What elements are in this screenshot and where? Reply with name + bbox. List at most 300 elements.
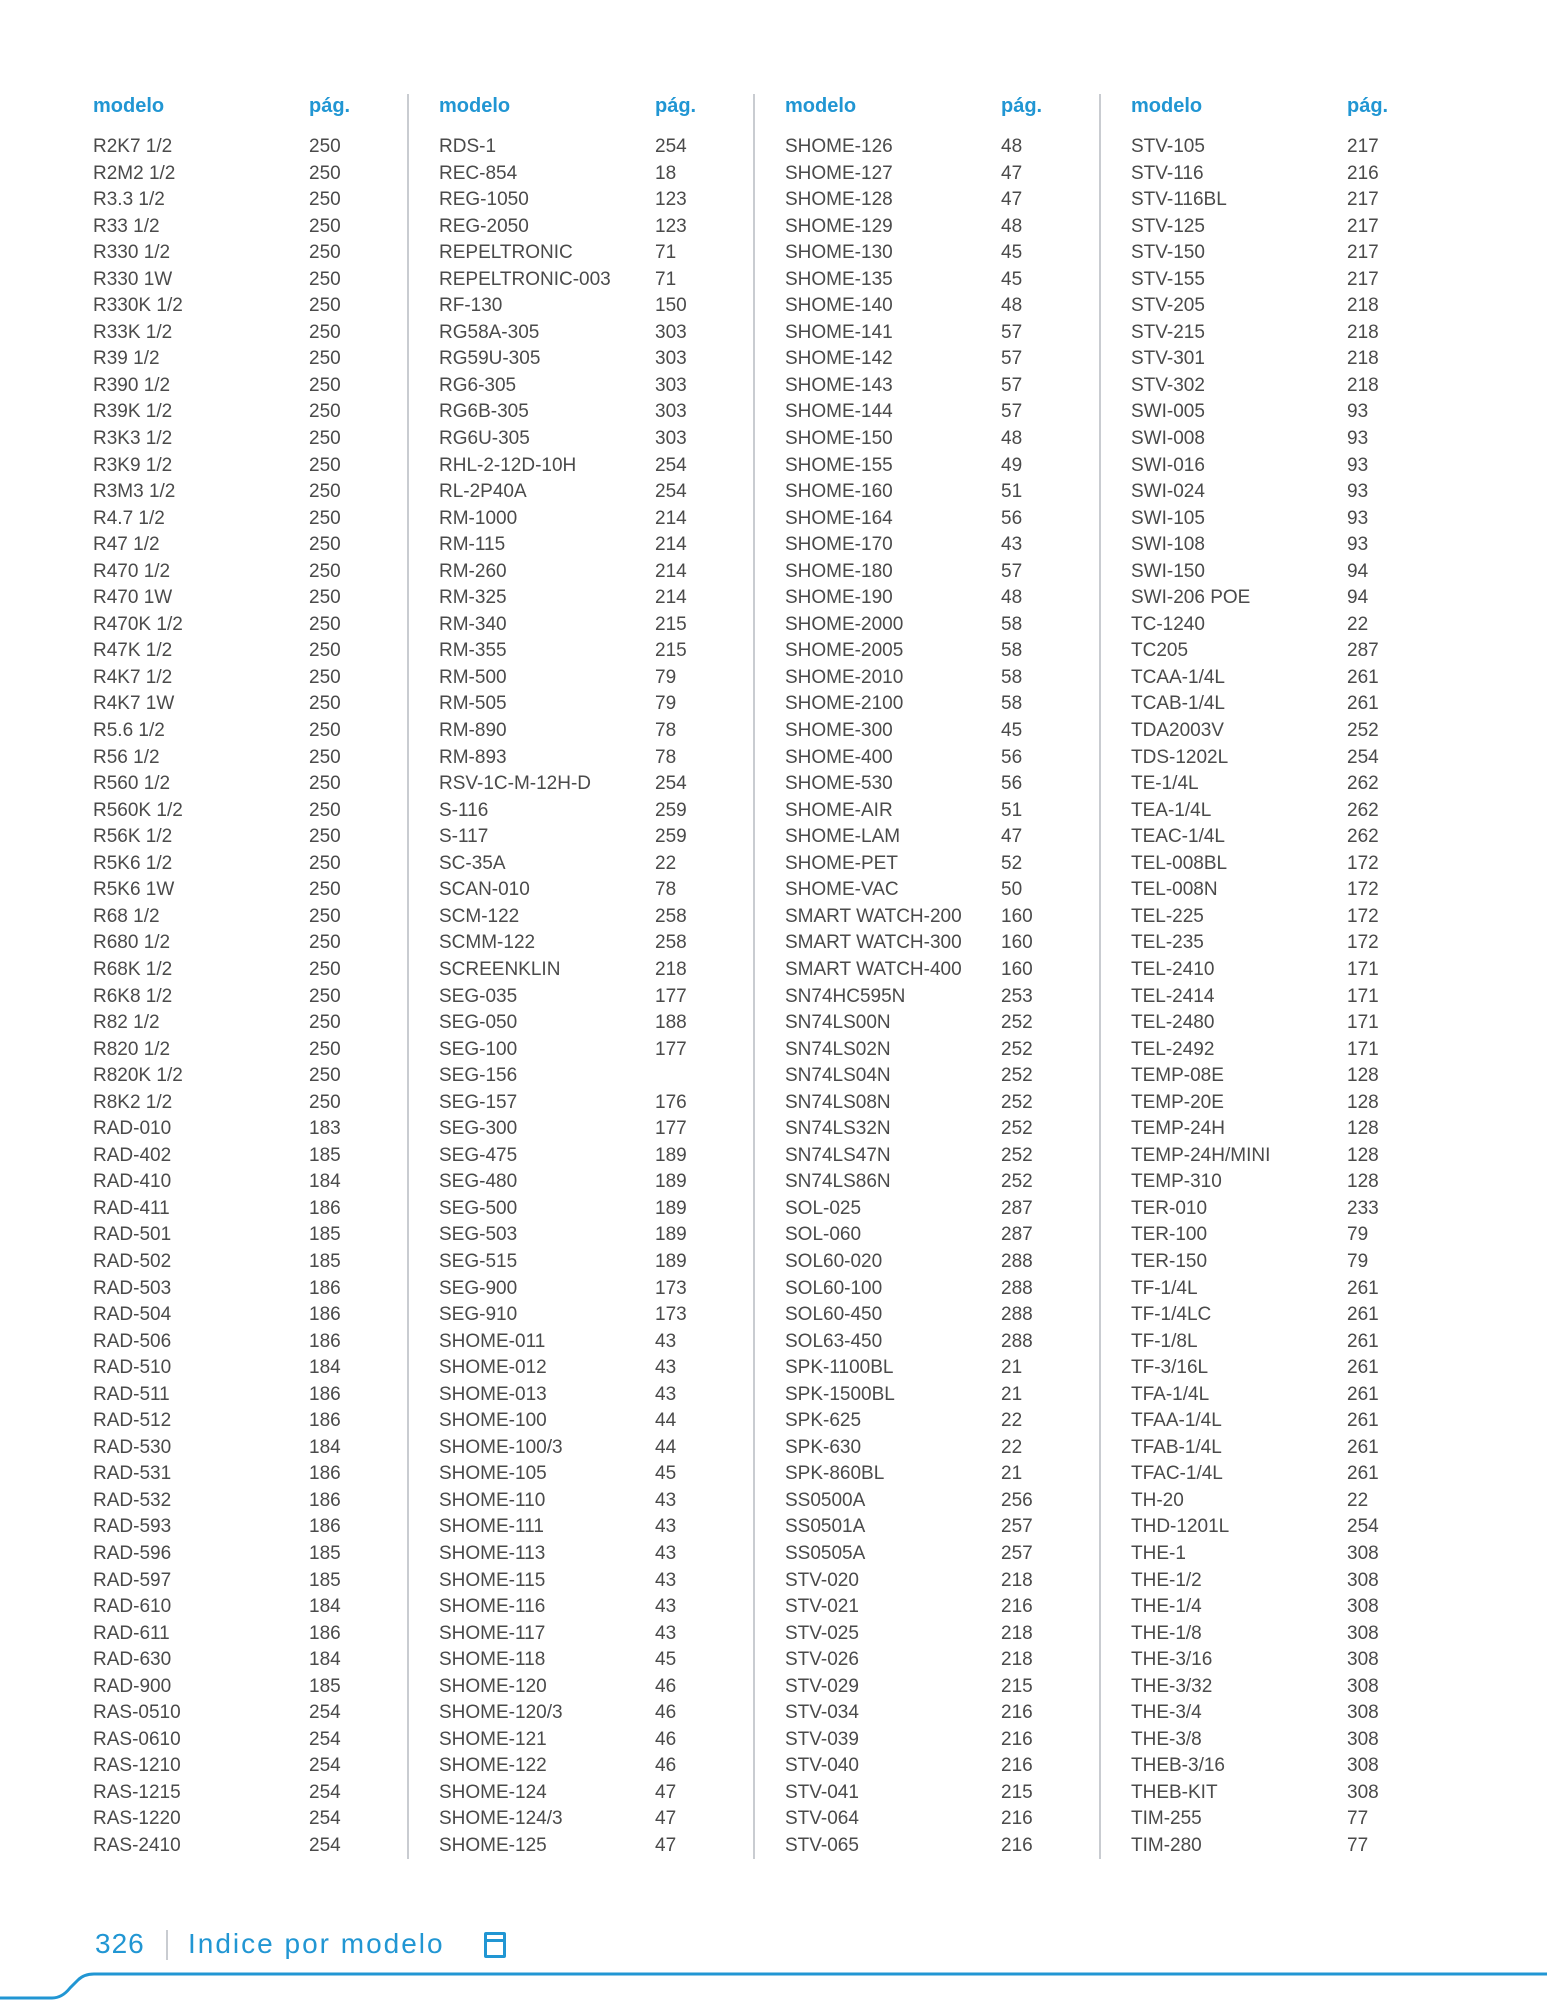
model-code: SN74LS86N [785,1171,891,1193]
row-list [785,134,1095,1860]
model-code: SEG-515 [439,1250,518,1272]
table-row [439,585,749,612]
page-ref: 173 [655,1277,687,1299]
page-ref: 250 [309,268,341,290]
table-row [93,1780,403,1807]
table-row [439,1090,749,1117]
model-code: TEL-2414 [1131,985,1215,1007]
table-row [93,1488,403,1515]
page-ref: 250 [309,1012,341,1034]
page-ref: 257 [1001,1542,1033,1564]
page-ref: 254 [655,773,687,795]
page-ref: 252 [1001,1171,1033,1193]
model-code: STV-039 [785,1728,859,1750]
page-ref: 261 [1347,1357,1379,1379]
table-row [439,1700,749,1727]
page-ref: 48 [1001,587,1023,609]
table-row [1131,771,1441,798]
table-row [439,267,749,294]
table-row [439,1010,749,1037]
page-ref: 250 [309,534,341,556]
table-row [785,1514,1095,1541]
page-header: pág. [1001,95,1043,117]
model-code: TF-1/4LC [1131,1304,1212,1326]
model-code: SS0501A [785,1516,866,1538]
page-ref: 43 [655,1596,677,1618]
model-code: TER-010 [1131,1197,1208,1219]
book-icon [484,1932,506,1958]
table-row [785,745,1095,772]
page-ref: 308 [1347,1569,1379,1591]
model-code: RAS-2410 [93,1835,181,1856]
table-row [93,1355,403,1382]
page-ref: 250 [309,985,341,1007]
page-ref: 217 [1347,242,1379,264]
model-code: STV-155 [1131,268,1205,290]
page-ref: 254 [655,481,687,503]
page-ref: 250 [309,162,341,184]
table-row [1131,214,1441,241]
page-ref: 254 [309,1781,341,1803]
model-code: SHOME-110 [439,1489,546,1511]
page-ref: 51 [1001,799,1023,821]
table-row [1131,851,1441,878]
page-ref: 258 [655,932,687,954]
model-code: SEG-910 [439,1304,518,1326]
table-row [439,638,749,665]
page-ref: 43 [1001,534,1023,556]
table-row [785,718,1095,745]
page-ref: 186 [309,1622,341,1644]
model-code: SS0505A [785,1542,866,1564]
model-code: RM-893 [439,746,507,768]
page-ref: 22 [655,852,677,874]
model-code: THE-3/8 [1131,1728,1202,1750]
table-row [1131,1382,1441,1409]
column-divider [1099,94,1101,1859]
page-ref: 252 [1001,1038,1033,1060]
table-row [439,479,749,506]
page-ref: 250 [309,613,341,635]
row-list [439,134,749,1860]
page-ref: 250 [309,852,341,874]
table-row [439,399,749,426]
model-code: TEL-235 [1131,932,1204,954]
model-code: RAS-0610 [93,1728,181,1750]
table-row [93,399,403,426]
model-code: R330 1/2 [93,242,171,264]
table-row [785,1276,1095,1303]
model-code: TEL-008BL [1131,852,1228,874]
page-ref: 287 [1001,1224,1033,1246]
model-code: THE-1/2 [1131,1569,1202,1591]
page-ref: 57 [1001,560,1023,582]
model-code: SHOME-PET [785,852,898,874]
page-ref: 308 [1347,1675,1379,1697]
model-code: RM-1000 [439,507,518,529]
table-row [1131,585,1441,612]
model-code: RAD-610 [93,1596,172,1618]
table-row [1131,1169,1441,1196]
page-ref: 185 [309,1675,341,1697]
table-row [785,851,1095,878]
page-ref: 261 [1347,1410,1379,1432]
page-ref: 160 [1001,958,1033,980]
model-code: R47 1/2 [93,534,160,556]
page-ref: 252 [1001,1144,1033,1166]
page-ref: 250 [309,560,341,582]
model-code: SHOME-105 [439,1463,547,1485]
page-ref: 189 [655,1197,687,1219]
table-row [785,904,1095,931]
table-row [93,187,403,214]
model-code: SHOME-141 [785,321,893,343]
model-code: TF-1/8L [1131,1330,1198,1352]
table-row [1131,1488,1441,1515]
model-code: R470K 1/2 [93,613,183,635]
table-row [1131,320,1441,347]
table-row [93,134,403,161]
page-ref: 46 [655,1755,677,1777]
table-row [439,293,749,320]
page-ref: 186 [309,1489,341,1511]
table-row [439,134,749,161]
table-row [93,1594,403,1621]
page-ref: 215 [655,640,687,662]
model-code: R33K 1/2 [93,321,173,343]
page-ref: 218 [1001,1622,1033,1644]
page-ref: 56 [1001,746,1023,768]
table-row [1131,1010,1441,1037]
table-row [439,506,749,533]
table-row [785,1700,1095,1727]
model-code: TEL-2492 [1131,1038,1215,1060]
model-code: R330 1W [93,268,173,290]
page-ref: 261 [1347,1277,1379,1299]
page-ref: 45 [655,1463,677,1485]
page-ref: 253 [1001,985,1033,1007]
model-code: RG59U-305 [439,348,541,370]
table-row [93,1568,403,1595]
model-code: RAD-530 [93,1436,172,1458]
table-row [93,267,403,294]
table-row [93,798,403,825]
model-code: R3M3 1/2 [93,481,176,503]
index-column-1 [93,90,403,1860]
table-row [93,1222,403,1249]
model-code: SEG-035 [439,985,518,1007]
table-row [785,957,1095,984]
table-row [785,1090,1095,1117]
model-code: RAS-1215 [93,1781,181,1803]
model-code: SHOME-111 [439,1516,544,1538]
model-code: SHOME-155 [785,454,893,476]
table-row [1131,1302,1441,1329]
page-ref: 261 [1347,1463,1379,1485]
table-row [439,1116,749,1143]
table-row [1131,1276,1441,1303]
page-ref: 45 [655,1649,677,1671]
model-code: SN74HC595N [785,985,906,1007]
page-ref: 250 [309,720,341,742]
model-code: SN74LS47N [785,1144,891,1166]
model-code: RAD-504 [93,1304,172,1326]
page-ref: 172 [1347,932,1379,954]
page-ref: 214 [655,560,687,582]
page-ref: 250 [309,481,341,503]
page-ref: 43 [655,1569,677,1591]
table-row [1131,1435,1441,1462]
table-row [785,984,1095,1011]
table-row [439,1514,749,1541]
page-ref: 44 [655,1410,677,1432]
page-ref: 79 [1347,1224,1369,1246]
page-ref: 250 [309,295,341,317]
model-code: RAD-597 [93,1569,172,1591]
table-row [785,293,1095,320]
page-ref: 185 [309,1144,341,1166]
model-code: SWI-008 [1131,428,1205,450]
page-ref: 218 [1347,348,1379,370]
table-row [1131,1594,1441,1621]
model-code: SOL-025 [785,1197,862,1219]
model-code: STV-116BL [1131,189,1227,211]
model-code: SOL60-100 [785,1277,883,1299]
page-ref: 250 [309,746,341,768]
model-code: SPK-1100BL [785,1357,894,1379]
model-code: THE-3/4 [1131,1702,1202,1724]
model-code: TEMP-24H/MINI [1131,1144,1271,1166]
page-ref: 184 [309,1357,341,1379]
model-code: SPK-630 [785,1436,862,1458]
table-row [93,1700,403,1727]
table-row [439,612,749,639]
model-code: SCREENKLIN [439,958,561,980]
model-code: REC-854 [439,162,518,184]
page-ref: 216 [1347,162,1379,184]
page-ref: 250 [309,905,341,927]
model-code: R82 1/2 [93,1012,160,1034]
page-ref: 78 [655,720,677,742]
page-ref: 47 [655,1835,677,1856]
table-row [785,877,1095,904]
page-ref: 254 [655,454,687,476]
page-ref: 93 [1347,401,1369,423]
model-code: R2K7 1/2 [93,136,173,157]
model-code: TEMP-20E [1131,1091,1224,1113]
table-row [785,559,1095,586]
page-ref: 184 [309,1171,341,1193]
table-row [1131,399,1441,426]
table-row [439,691,749,718]
page-ref: 58 [1001,640,1023,662]
table-row [439,373,749,400]
page-footer [0,1918,1547,2000]
model-code: RAD-630 [93,1649,172,1671]
table-row [439,214,749,241]
page-ref: 218 [1347,321,1379,343]
page-ref: 308 [1347,1542,1379,1564]
footer-separator [166,1930,168,1960]
model-code: TEL-008N [1131,879,1218,901]
model-code: RG6U-305 [439,428,530,450]
model-code: SHOME-164 [785,507,893,529]
model-code: R68 1/2 [93,905,160,927]
page-ref: 250 [309,640,341,662]
table-row [1131,665,1441,692]
model-code: R470 1W [93,587,173,609]
page-ref: 303 [655,374,687,396]
model-code: SC-35A [439,852,506,874]
page-ref: 47 [1001,162,1023,184]
table-row [439,1727,749,1754]
model-code: SHOME-115 [439,1569,546,1591]
page-ref: 94 [1347,560,1369,582]
page-ref: 186 [309,1463,341,1485]
page-ref: 250 [309,189,341,211]
table-row [785,1169,1095,1196]
page-ref: 79 [655,693,677,715]
table-row [785,1063,1095,1090]
model-code: STV-040 [785,1755,859,1777]
page-ref: 48 [1001,428,1023,450]
page-ref: 308 [1347,1622,1379,1644]
table-row [439,426,749,453]
page-ref: 218 [1001,1569,1033,1591]
model-code: R47K 1/2 [93,640,173,662]
table-row [439,1753,749,1780]
page-ref: 250 [309,1091,341,1113]
table-row [785,1302,1095,1329]
page-ref: 218 [1347,374,1379,396]
model-code: SCAN-010 [439,879,530,901]
table-row [785,399,1095,426]
page-ref: 250 [309,958,341,980]
page-ref: 214 [655,534,687,556]
model-code: STV-021 [785,1596,859,1618]
page-ref: 57 [1001,401,1023,423]
page-ref: 217 [1347,268,1379,290]
model-code: TIM-280 [1131,1835,1202,1856]
table-row [1131,745,1441,772]
model-code: R33 1/2 [93,215,160,237]
model-code: TEMP-24H [1131,1118,1225,1140]
table-row [785,134,1095,161]
table-row [439,1647,749,1674]
table-row [93,851,403,878]
model-code: RAD-532 [93,1489,172,1511]
table-row [439,1568,749,1595]
page-ref: 47 [1001,189,1023,211]
model-code: STV-116 [1131,162,1204,184]
table-row [1131,187,1441,214]
section-title: Indice por modelo [188,1928,445,1959]
page-ref: 252 [1001,1091,1033,1113]
model-code: SEG-503 [439,1224,518,1246]
page-ref: 250 [309,693,341,715]
model-code: TCAB-1/4L [1131,693,1225,715]
model-code: RG6B-305 [439,401,529,423]
table-row [439,346,749,373]
table-row [1131,346,1441,373]
table-row [439,1780,749,1807]
page-ref: 303 [655,428,687,450]
model-header: modelo [93,95,165,117]
table-row [93,638,403,665]
model-code: R470 1/2 [93,560,171,582]
model-code: STV-301 [1131,348,1205,370]
model-code: SHOME-LAM [785,826,901,848]
page-ref: 57 [1001,374,1023,396]
page-ref: 177 [655,985,687,1007]
page-ref: 303 [655,321,687,343]
page-ref: 93 [1347,507,1369,529]
model-code: R820 1/2 [93,1038,171,1060]
page-ref: 308 [1347,1596,1379,1618]
model-code: R4K7 1/2 [93,666,173,688]
model-code: RAD-010 [93,1118,172,1140]
model-code: R3K3 1/2 [93,428,173,450]
table-row [439,453,749,480]
page-ref: 150 [655,295,687,317]
table-row [785,1568,1095,1595]
model-code: STV-125 [1131,215,1205,237]
table-row [785,1010,1095,1037]
page-ref: 79 [655,666,677,688]
model-code: SHOME-116 [439,1596,546,1618]
model-code: THE-1/4 [1131,1596,1202,1618]
page-ref: 250 [309,826,341,848]
page-ref: 172 [1347,852,1379,874]
page-ref: 58 [1001,693,1023,715]
page-ref: 254 [309,1835,341,1856]
model-code: STV-020 [785,1569,859,1591]
table-row [1131,1674,1441,1701]
page-ref: 308 [1347,1781,1379,1803]
model-code: TEL-2410 [1131,958,1215,980]
table-row [93,1302,403,1329]
table-row [439,1329,749,1356]
page-ref: 258 [655,905,687,927]
model-code: STV-205 [1131,295,1205,317]
table-row [93,612,403,639]
page-ref: 303 [655,401,687,423]
model-code: THEB-3/16 [1131,1755,1225,1777]
table-row [1131,1833,1441,1860]
table-row [1131,1806,1441,1833]
table-row [439,718,749,745]
model-code: STV-064 [785,1808,859,1830]
page-ref: 160 [1001,905,1033,927]
table-row [93,1169,403,1196]
table-row [439,1169,749,1196]
table-row [93,1010,403,1037]
table-row [1131,161,1441,188]
page-ref: 261 [1347,693,1379,715]
index-column-4 [1131,90,1441,1860]
table-row [1131,904,1441,931]
model-code: SHOME-124/3 [439,1808,563,1830]
page-ref: 250 [309,348,341,370]
table-row [1131,638,1441,665]
table-row [1131,293,1441,320]
model-code: SN74LS08N [785,1091,891,1113]
table-row [785,453,1095,480]
model-code: RL-2P40A [439,481,527,503]
table-row [439,1382,749,1409]
table-row [785,1806,1095,1833]
page-ref: 254 [655,136,687,157]
